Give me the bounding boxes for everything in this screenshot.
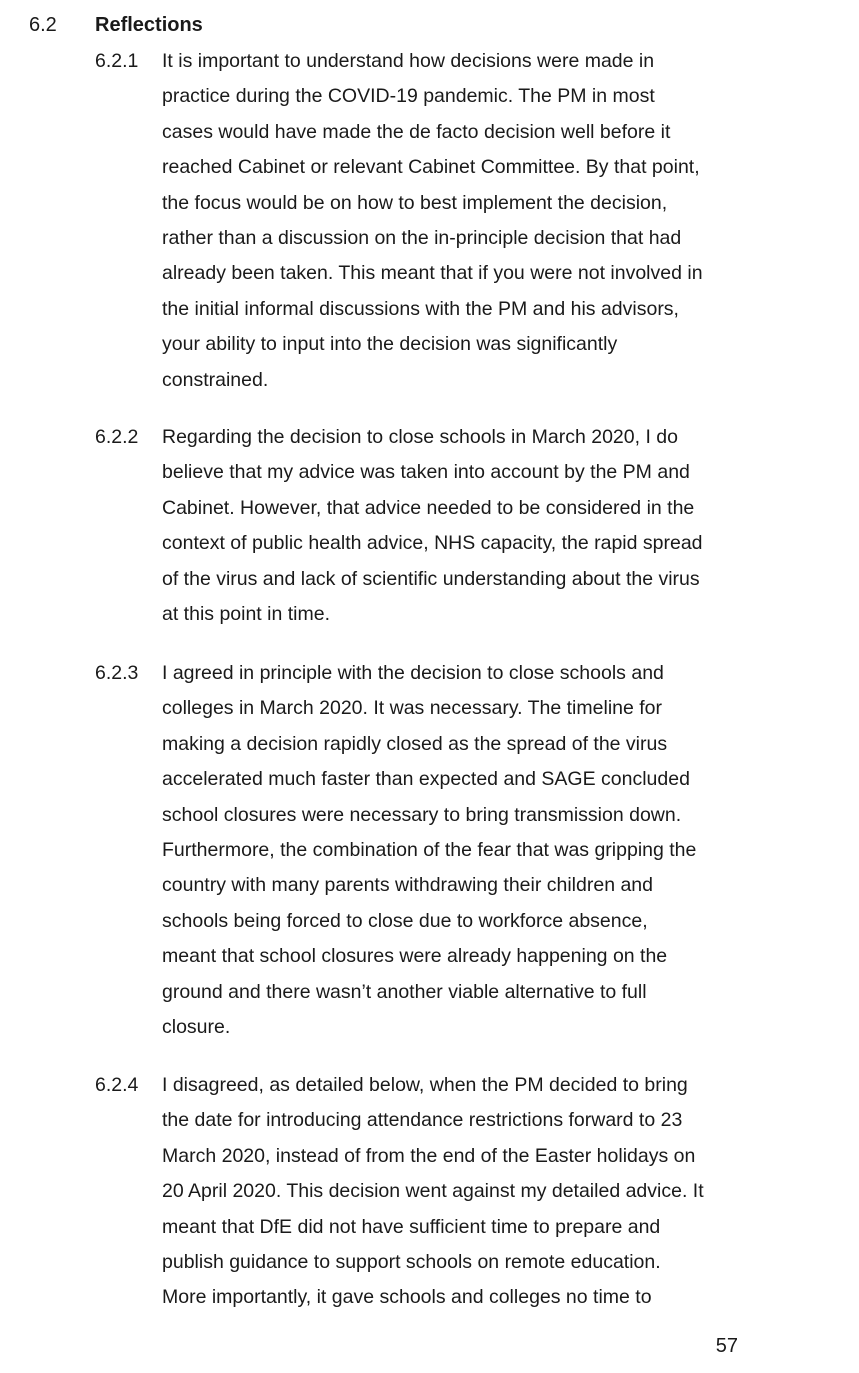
- text-line: rather than a discussion on the in-principle decision that had: [162, 227, 682, 250]
- text-line: Regarding the decision to close schools in March 2020, I do: [162, 426, 678, 448]
- text-line: I agreed in principle with the decision to close schools and: [162, 662, 664, 684]
- paragraph-text: [162, 656, 842, 1045]
- text-line: More importantly, it gave schools and colleges no time to: [162, 1286, 652, 1309]
- text-line: It is important to understand how decisions were made in: [162, 50, 655, 72]
- paragraph-number: 6.2.4: [95, 1074, 139, 1096]
- text-line: at this point in time.: [162, 603, 330, 626]
- text-line: Furthermore, the combination of the fear that was gripping the: [162, 839, 697, 862]
- text-line: colleges in March 2020. It was necessary. The timeline for: [162, 697, 663, 720]
- text-line: already been taken. This meant that if you were not involved in: [162, 262, 703, 285]
- text-line: country with many parents withdrawing their children and: [162, 874, 653, 897]
- text-line: March 2020, instead of from the end of the Easter holidays on: [162, 1144, 696, 1167]
- text-line: ground and there wasn’t another viable alternative to full: [162, 980, 647, 1003]
- text-line: practice during the COVID-19 pandemic. The PM in most: [162, 85, 655, 108]
- text-line: believe that my advice was taken into account by the PM and: [162, 461, 690, 484]
- paragraph-text: [162, 420, 842, 632]
- text-line: the initial informal discussions with the PM and his advisors,: [162, 297, 679, 320]
- text-line: constrained.: [162, 368, 269, 391]
- paragraph-text: [162, 44, 842, 398]
- paragraph-number: 6.2.1: [95, 50, 139, 72]
- paragraph-number: 6.2.3: [95, 662, 139, 684]
- text-line: reached Cabinet or relevant Cabinet Committee. By that point,: [162, 156, 700, 179]
- text-line: Cabinet. However, that advice needed to be considered in the: [162, 496, 695, 519]
- text-line: meant that DfE did not have sufficient time to prepare and: [162, 1215, 661, 1238]
- page-number: 57: [715, 1335, 738, 1357]
- text-line: context of public health advice, NHS capacity, the rapid spread: [162, 532, 703, 555]
- text-line: of the virus and lack of scientific understanding about the virus: [162, 567, 700, 590]
- text-line: cases would have made the de facto decision well before it: [162, 120, 671, 143]
- text-line: the date for introducing attendance restrictions forward to 23: [162, 1109, 683, 1132]
- text-line: the focus would be on how to best implement the decision,: [162, 191, 668, 214]
- text-line: publish guidance to support schools on remote education.: [162, 1251, 661, 1274]
- paragraph-number: 6.2.2: [95, 426, 139, 448]
- text-line: 20 April 2020. This decision went against my detailed advice. It: [162, 1180, 704, 1203]
- text-line: meant that school closures were already happening on the: [162, 945, 668, 968]
- section-number: 6.2: [29, 14, 57, 36]
- text-line: accelerated much faster than expected and SAGE concluded: [162, 768, 690, 791]
- text-line: school closures were necessary to bring transmission down.: [162, 803, 682, 826]
- section-title: Reflections: [95, 14, 203, 36]
- paragraph-text: [162, 1068, 842, 1316]
- text-line: your ability to input into the decision was significantly: [162, 333, 618, 356]
- text-line: schools being forced to close due to workforce absence,: [162, 909, 648, 932]
- text-line: I disagreed, as detailed below, when the PM decided to bring: [162, 1074, 688, 1096]
- text-line: making a decision rapidly closed as the spread of the virus: [162, 732, 668, 755]
- text-line: closure.: [162, 1016, 231, 1039]
